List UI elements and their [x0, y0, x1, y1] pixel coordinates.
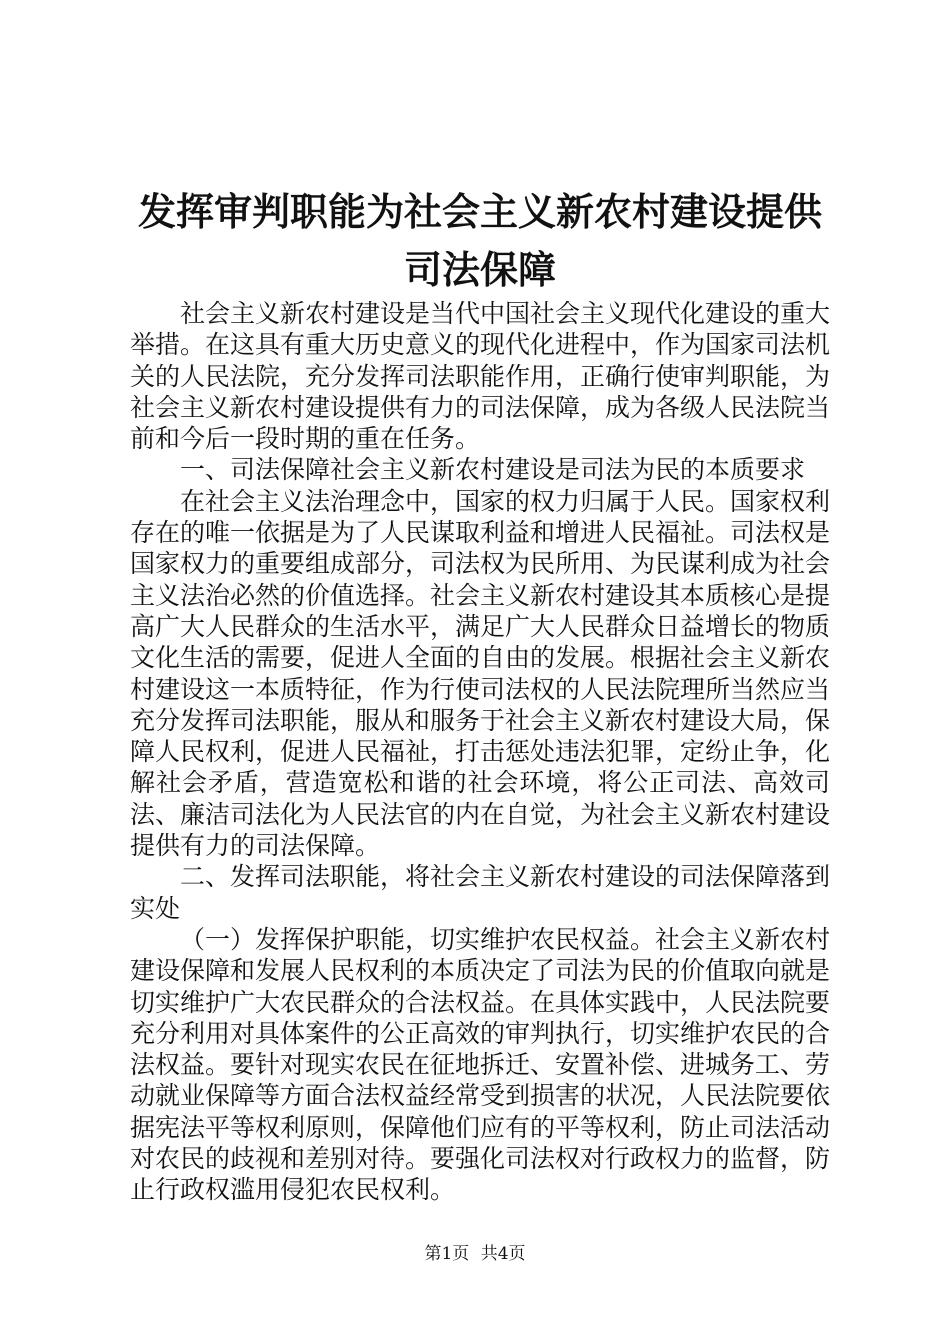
paragraph-subsection-1: （一）发挥保护职能，切实维护农民权益。社会主义新农村建设保障和发展人民权利的本质决定了司法为民的价值取向就是切实维护广大农民群众的合法权益。在具体实践中，人民法院要充分利用对具体案件的公正高效的审判执行，切实维护农民的合法权益。要针对现实农民在征地拆迁、安置补偿、进城务工、劳动就业保障等方面合法权益经常受到损害的状况，人民法院要依据宪法平等权利原则，保障他们应有的平等权利，防止司法活动对农民的歧视和差别对待。要强化司法权对行政权力的监督，防止行政权滥用侵犯农民权利。 [130, 924, 831, 1205]
paragraph-intro: 社会主义新农村建设是当代中国社会主义现代化建设的重大举措。在这具有重大历史意义的现代化进程中，作为国家司法机关的人民法院，充分发挥司法职能作用，正确行使审判职能，为社会主义新农村建设提供有力的司法保障，成为各级人民法院当前和今后一段时期的重在任务。 [130, 299, 831, 454]
document-body [130, 298, 830, 1206]
document-title: 发挥审判职能为社会主义新农村建设提供司法保障 [137, 190, 822, 292]
section-heading-2: 二、发挥司法职能，将社会主义新农村建设的司法保障落到实处 [130, 862, 831, 923]
page-footer [0, 1243, 950, 1265]
page-number: 第1页 [424, 1244, 470, 1264]
paragraph-section-1: 在社会主义法治理念中，国家的权力归属于人民。国家权利存在的唯一依据是为了人民谋取利益和增进人民福祉。司法权是国家权力的重要组成部分，司法权为民所用、为民谋利成为社会主义法治必然的价值选择。社会主义新农村建设其本质核心是提高广大人民群众的生活水平，满足广大人民群众日益增长的物质文化生活的需要，促进人全面的自由的发展。根据社会主义新农村建设这一本质特征，作为行使司法权的人民法院理所当然应当充分发挥司法职能，服从和服务于社会主义新农村建设大局，保障人民权利，促进人民福祉，打击惩处违法犯罪，定纷止争，化解社会矛盾，营造宽松和谐的社会环境，将公正司法、高效司法、廉洁司法化为人民法官的内在自觉，为社会主义新农村建设提供有力的司法保障。 [130, 486, 831, 861]
section-heading-1: 一、司法保障社会主义新农村建设是司法为民的本质要求 [180, 455, 806, 485]
page-total: 共4页 [480, 1244, 526, 1264]
